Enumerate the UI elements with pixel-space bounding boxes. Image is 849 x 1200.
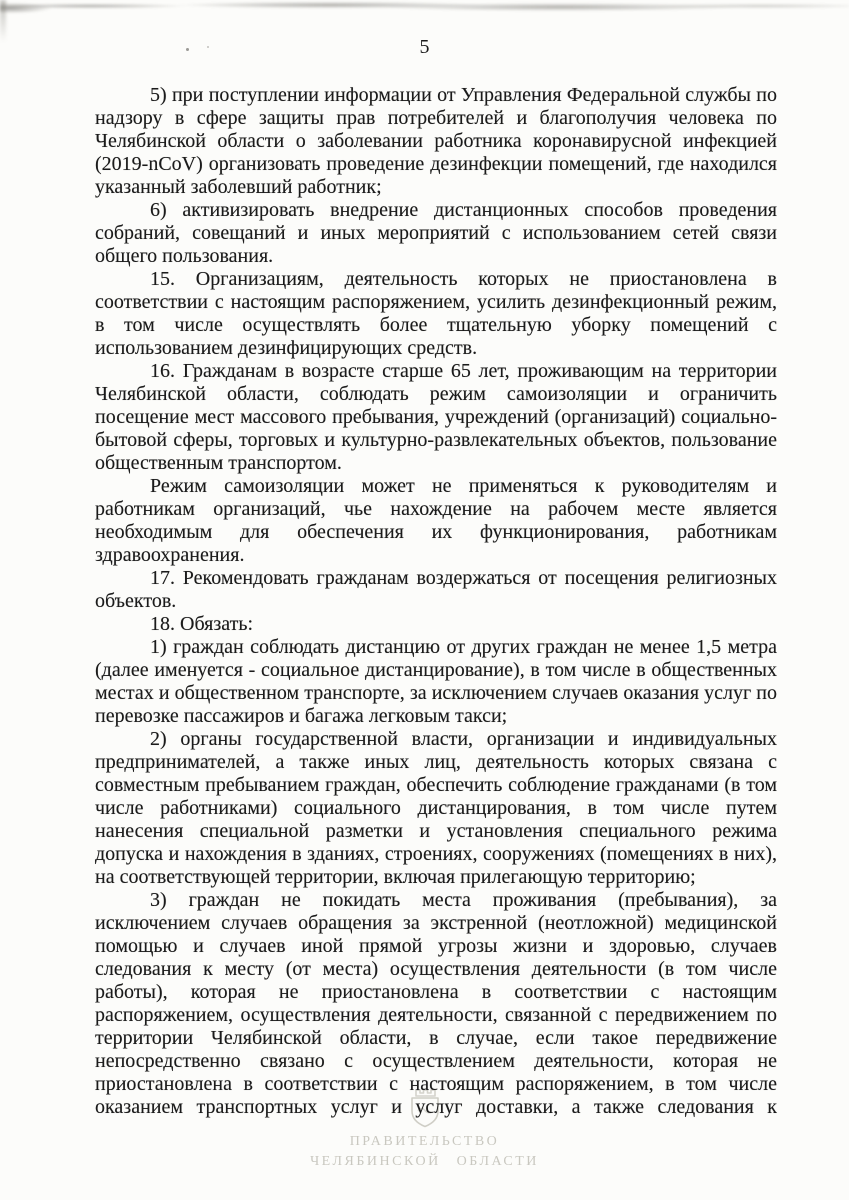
paragraph-16-cont: Режим самоизоляции может не применяться к руководителям и работникам организаций, чье нахождение на рабочем месте является необходимым для обеспечения их функционирования, работникам здравоохранения. — [95, 475, 777, 566]
paragraph-18: 18. Обязать: — [150, 613, 253, 635]
paragraph-16: 16. Гражданам в возрасте старше 65 лет, проживающим на территории Челябинской области, соблюдать режим самоизоляции и ограничить посещение мест массового пребывания, учреждений (организаций) социально-бытовой сферы, торговых и культурно-развлекательных объектов, пользование общественным транспортом. — [95, 360, 777, 474]
document-body — [95, 84, 777, 1119]
paragraph-18-3: 3) граждан не покидать места проживания (пребывания), за исключением случаев обращения за экстренной (неотложной) медицинской помощью и случаев иной прямой угрозы жизни и здоровью, случаев следования к месту (от места) осуществления деятельности (в том числе работы), которая не приостановлена в соответствии с настоящим распоряжением, осуществления деятельности, связанной с передвижением по территории Челябинской области, в случае, если такое передвижение непосредственно связано с осуществлением деятельности, которая не приостановлена в соответствии с настоящим распоряжением, в том числе оказанием транспортных услуг и услуг доставки, а также следования к — [95, 889, 777, 1118]
paragraph-15: 15. Организациям, деятельность которых не приостановлена в соответствии с настоящим распоряжением, усилить дезинфекционный режим, в том числе осуществлять более тщательную уборку помещений с использованием дезинфицирующих средств. — [95, 268, 777, 359]
watermark-line2: ЧЕЛЯБИНСКОЙ ОБЛАСТИ — [310, 1154, 539, 1169]
paragraph-6: 6) активизировать внедрение дистанционных способов проведения собраний, совещаний и иных мероприятий с использованием сетей связи общего пользования. — [95, 199, 777, 267]
paragraph-18-2: 2) органы государственной власти, организации и индивидуальных предпринимателей, а также иных лиц, деятельность которых связана с совместным пребыванием граждан, обеспечить соблюдение гражданами (в том числе работниками) социального дистанцирования, в том числе путем нанесения специальной разметки и установления специального режима допуска и нахождения в зданиях, строениях, сооружениях (помещениях в них), на соответствующей территории, включая прилегающую территорию; — [95, 728, 777, 888]
scan-artifact-top-smudge — [0, 0, 849, 16]
paragraph-5: 5) при поступлении информации от Управления Федеральной службы по надзору в сфере защиты прав потребителей и благополучия человека по Челябинской области о заболевании работника коронавирусной инфекцией (2019-nCoV) организовать проведение дезинфекции помещений, где находился указанный заболевший работник; — [95, 84, 777, 198]
watermark-line1: ПРАВИТЕЛЬСТВО — [349, 1134, 500, 1149]
page-number: 5 — [419, 36, 430, 58]
paragraph-18-1: 1) граждан соблюдать дистанцию от других граждан не менее 1,5 метра (далее именуется - социальное дистанцирование), в том числе в общественных местах и общественном транспорте, за исключением случаев оказания услуг по перевозке пассажиров и багажа легковым такси; — [95, 636, 777, 727]
paragraph-17: 17. Рекомендовать гражданам воздержаться от посещения религиозных объектов. — [95, 567, 777, 612]
